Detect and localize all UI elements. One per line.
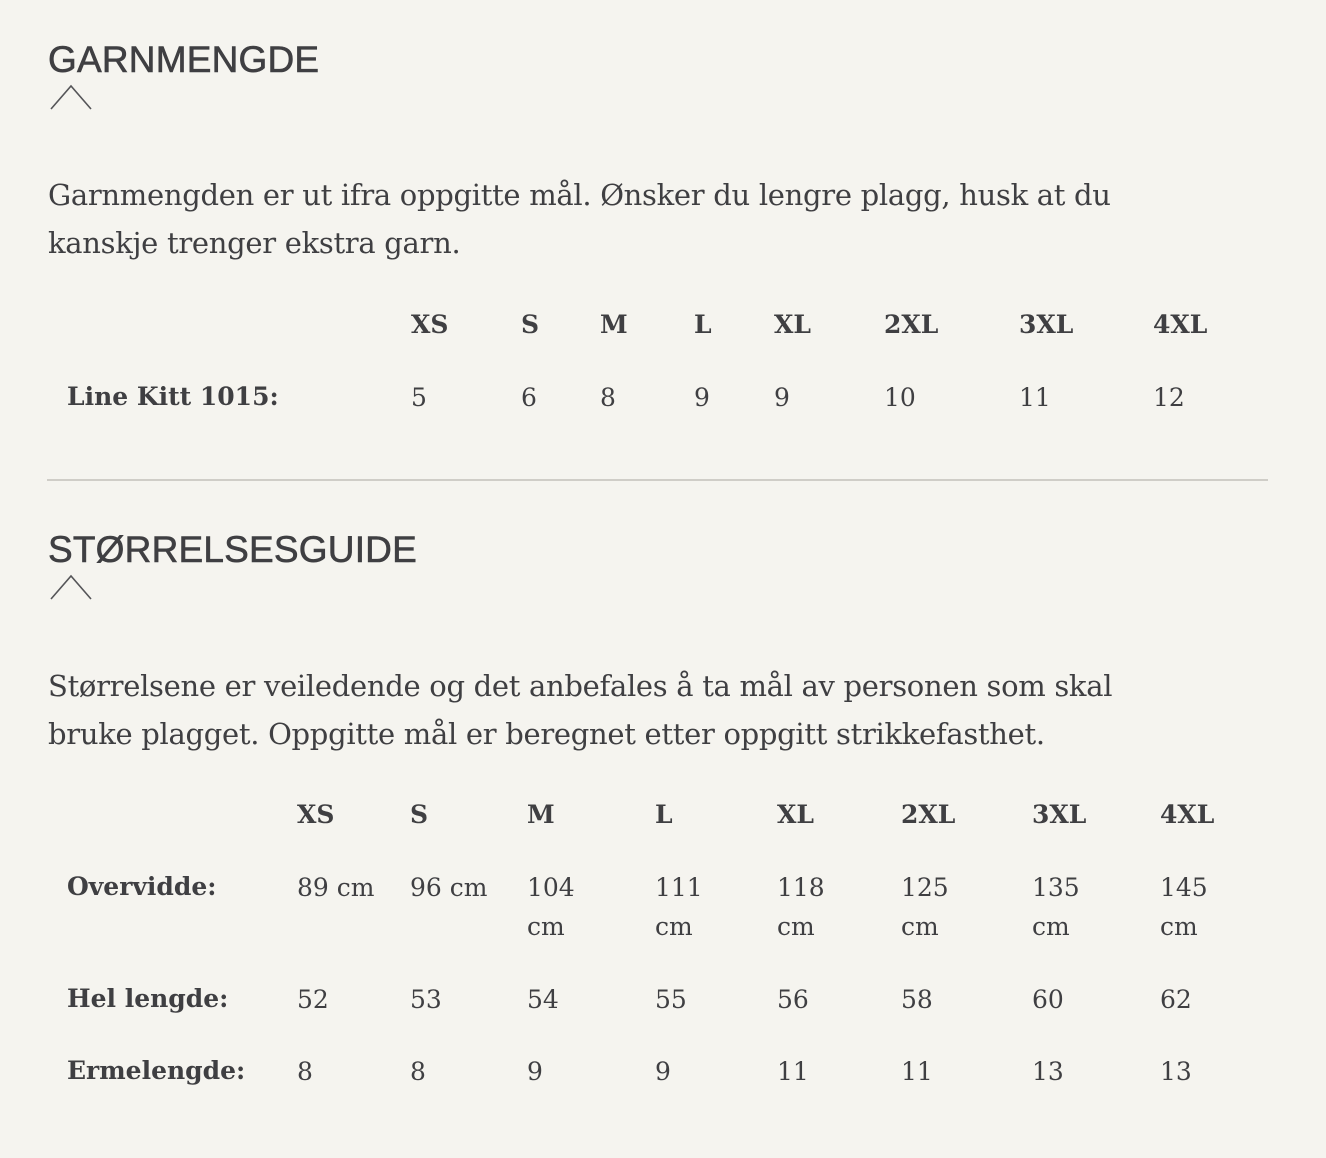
ermelengde-value-2xl: 11 xyxy=(901,1057,933,1086)
hel-lengde-value-m: 54 xyxy=(527,985,559,1014)
yarn-header-2xl: 2XL xyxy=(884,310,939,339)
size-header-m: M xyxy=(527,800,555,829)
yarn-header-m: M xyxy=(600,310,628,339)
ermelengde-value-xs: 8 xyxy=(297,1057,313,1086)
size-guide-intro xyxy=(48,662,1248,758)
overvidde-value-xs: 89 cm xyxy=(297,873,375,902)
overvidde-row-label: Overvidde: xyxy=(67,872,217,901)
overvidde-value-xl: 118 cm xyxy=(777,873,825,941)
yarn-value-4xl: 12 xyxy=(1153,383,1185,412)
size-guide-collapse-chevron-up-icon[interactable] xyxy=(48,574,94,602)
yarn-header-4xl: 4XL xyxy=(1153,310,1208,339)
size-header-2xl: 2XL xyxy=(901,800,956,829)
yarn-intro-line-1: Garnmengden er ut ifra oppgitte mål. Ønsker du lengre plagg, husk at du xyxy=(48,178,1111,212)
overvidde-value-4xl: 145 cm xyxy=(1160,873,1208,941)
size-guide-intro-line-1: Størrelsene er veiledende og det anbefales å ta mål av personen som skal xyxy=(48,669,1113,703)
ermelengde-value-4xl: 13 xyxy=(1160,1057,1192,1086)
yarn-header-xs: XS xyxy=(411,310,449,339)
size-header-s: S xyxy=(410,800,429,829)
ermelengde-value-s: 8 xyxy=(410,1057,426,1086)
ermelengde-row-label: Ermelengde: xyxy=(67,1056,246,1085)
overvidde-value-s: 96 cm xyxy=(410,873,488,902)
yarn-header-xl: XL xyxy=(774,310,811,339)
size-header-xs: XS xyxy=(297,800,335,829)
size-header-4xl: 4XL xyxy=(1160,800,1215,829)
yarn-row-label: Line Kitt 1015: xyxy=(67,382,279,411)
size-header-xl: XL xyxy=(777,800,814,829)
ermelengde-value-3xl: 13 xyxy=(1032,1057,1064,1086)
yarn-intro-line-2: kanskje trenger ekstra garn. xyxy=(48,226,461,260)
yarn-intro xyxy=(48,171,1248,267)
yarn-header-l: L xyxy=(694,310,712,339)
hel-lengde-value-s: 53 xyxy=(410,985,442,1014)
ermelengde-value-xl: 11 xyxy=(777,1057,809,1086)
yarn-value-l: 9 xyxy=(694,383,710,412)
section-divider xyxy=(47,479,1268,481)
size-guide-section-title: STØRRELSESGUIDE xyxy=(48,529,417,570)
yarn-collapse-chevron-up-icon[interactable] xyxy=(48,84,94,112)
yarn-value-3xl: 11 xyxy=(1019,383,1051,412)
hel-lengde-value-3xl: 60 xyxy=(1032,985,1064,1014)
yarn-value-2xl: 10 xyxy=(884,383,916,412)
overvidde-value-l: 111 cm xyxy=(655,873,703,941)
ermelengde-value-l: 9 xyxy=(655,1057,671,1086)
hel-lengde-value-4xl: 62 xyxy=(1160,985,1192,1014)
hel-lengde-value-xl: 56 xyxy=(777,985,809,1014)
yarn-value-s: 6 xyxy=(521,383,537,412)
size-header-3xl: 3XL xyxy=(1032,800,1087,829)
hel-lengde-value-xs: 52 xyxy=(297,985,329,1014)
hel-lengde-row-label: Hel lengde: xyxy=(67,984,229,1013)
yarn-header-s: S xyxy=(521,310,540,339)
size-guide-intro-line-2: bruke plagget. Oppgitte mål er beregnet etter oppgitt strikkefasthet. xyxy=(48,717,1045,751)
yarn-value-xs: 5 xyxy=(411,383,427,412)
size-header-l: L xyxy=(655,800,673,829)
yarn-value-m: 8 xyxy=(600,383,616,412)
overvidde-value-m: 104 cm xyxy=(527,873,575,941)
yarn-value-xl: 9 xyxy=(774,383,790,412)
hel-lengde-value-l: 55 xyxy=(655,985,687,1014)
ermelengde-value-m: 9 xyxy=(527,1057,543,1086)
overvidde-value-2xl: 125 cm xyxy=(901,873,949,941)
yarn-header-3xl: 3XL xyxy=(1019,310,1074,339)
hel-lengde-value-2xl: 58 xyxy=(901,985,933,1014)
overvidde-value-3xl: 135 cm xyxy=(1032,873,1080,941)
yarn-section-title: GARNMENGDE xyxy=(48,39,320,80)
